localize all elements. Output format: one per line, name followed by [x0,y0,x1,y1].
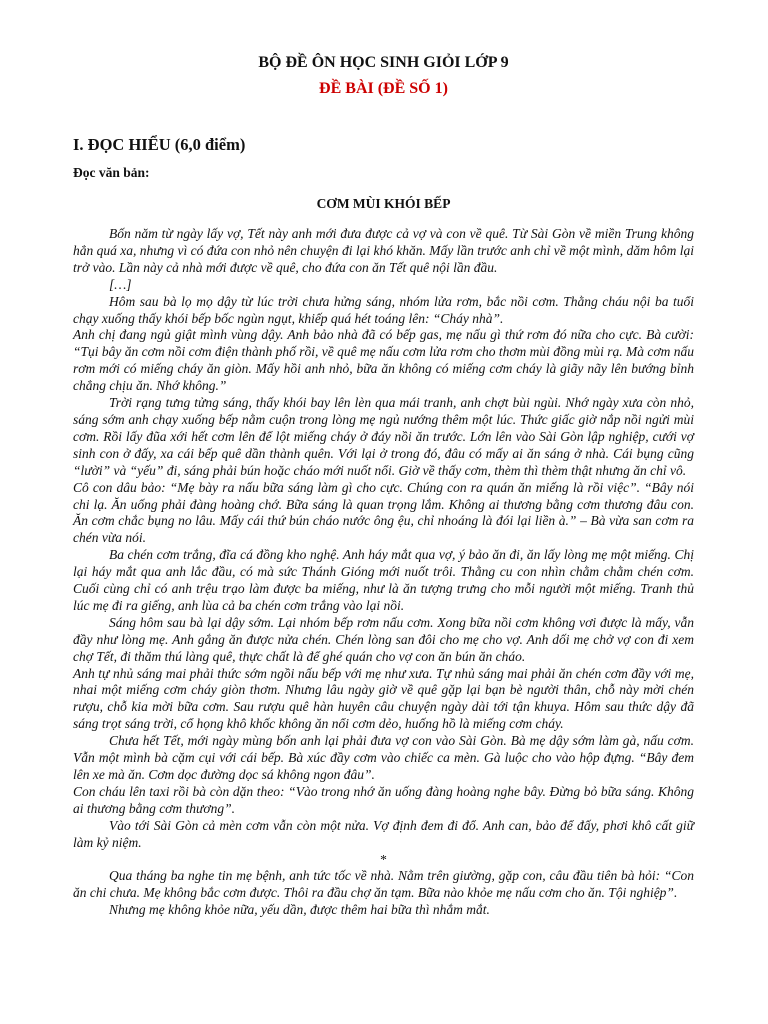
document-subtitle: ĐỀ BÀI (ĐỀ SỐ 1) [319,80,448,97]
read-label: Đọc văn bản: [73,165,150,180]
story-paragraph: Trời rạng tưng tửng sáng, thấy khói bay lên lèn qua mái tranh, anh chợt bùi ngùi. Nhớ ngày xưa còn nhỏ, sáng sớm anh chạy xuống bếp nằm cuộn trong lòng mẹ ngủ nướng thêm một lúc. Thức giấc giờ nắp nồi ngửi mùi cơm. Rồi lấy đũa xới hết cơm lên để lột miếng cháy ở đáy nồi ăn trước. Lớn lên vào Sài Gòn lập nghiệp, cưới vợ sinh con ở đấy, xa cái bếp quê dần thành quên. Với lại ở trong đó, đâu có mấy ai ăn sáng ở nhà. Cái bụng cũng “lười” và “yếu” đi, sáng phải bún hoặc cháo mới nuốt nổi. Giờ về thấy cơm, thèm thì thèm thật nhưng ăn chỉ vô. [73,395,694,478]
story-body [73,226,694,919]
story-paragraph: Hôm sau bà lọ mọ dậy từ lúc trời chưa hửng sáng, nhóm lửa rơm, bắc nồi cơm. Thằng cháu nội ba tuổi chạy xuống thấy khói bếp bốc ngùn ngụt, khiếp quá hét toáng lên: “Cháy nhà”. [73,293,694,326]
section-separator: * [380,851,387,867]
story-paragraph: Vào tới Sài Gòn cả mèn cơm vẫn còn một nửa. Vợ định đem đi đổ. Anh can, bảo để đấy, phơi khô cất giữ làm kỷ niệm. [73,817,694,850]
story-paragraph: […] [109,276,132,292]
document-title: BỘ ĐỀ ÔN HỌC SINH GIỎI LỚP 9 [258,54,509,71]
story-paragraph: Anh chị đang ngủ giật mình vùng dậy. Anh bảo nhà đã có bếp gas, mẹ nấu gì thứ rơm đó nữa cho cực. Bà cười: “Tụi bây ăn cơm nồi cơm điện thành phố rồi, về quê mẹ nấu cơm lửa rơm cho thơm mùi đồng mùi rạ. Mà cơm nấu rơm mới có miếng cháy ăn giòn. Mấy hồi anh nhỏ, bữa ăn không có miếng cơm cháy là giãy nãy lên bướng bỉnh chẳng chịu ăn. Nhớ không.” [73,327,694,394]
story-paragraph: Qua tháng ba nghe tin mẹ bệnh, anh tức tốc về nhà. Nằm trên giường, gặp con, câu đầu tiên bà hỏi: “Con ăn chi chưa. Mẹ không bắc cơm được. Thôi ra đầu chợ ăn tạm. Bữa nào khỏe mẹ nấu cơm cho ăn. Tội nghiệp”. [73,868,694,901]
section-heading: I. ĐỌC HIỂU (6,0 điểm) [73,135,246,154]
story-paragraph: Cô con dâu bảo: “Mẹ bày ra nấu bữa sáng làm gì cho cực. Chúng con ra quán ăn miếng là rồi việc”. “Bây nói chi lạ. Ăn uống phải đàng hoàng chớ. Bữa sáng là quan trọng lắm. Không ai thương bằng cơm thương đâu con. Ăn cơm chắc bụng no lâu. Mấy cái thứ bún cháo nước ông ệu, chỉ nhoáng là đói lại liền à.” – Bà vừa san cơm ra chén vừa nói. [73,479,694,546]
story-paragraph: Sáng hôm sau bà lại dậy sớm. Lại nhóm bếp rơm nấu cơm. Xong bữa nồi cơm không vơi được là mấy, vẫn đầy như lòng mẹ. Anh gắng ăn được nửa chén. Chén lòng san đôi cho mẹ cho vợ. Anh dối mẹ chở vợ con đi xem chợ Tết, đi thăm thú làng quê, thực chất là để ghé quán cho vợ con ăn bún ăn cháo. [73,614,694,664]
story-paragraph: Chưa hết Tết, mới ngày mùng bốn anh lại phải đưa vợ con vào Sài Gòn. Bà mẹ dậy sớm làm gà, nấu cơm. Vẫn một mình bà cặm cụi với cái bếp. Bà xúc đầy cơm vào chiếc ca mèn. Gà luộc cho vào hộp đựng. “Bây đem lên xe mà ăn. Cơm dọc đường dọc sá không ngon đâu”. [73,733,694,782]
story-title: CƠM MÙI KHÓI BẾP [316,196,451,211]
story-paragraph: Anh tự nhủ sáng mai phải thức sớm ngồi nấu bếp với mẹ như xưa. Tự nhủ sáng mai phải ăn chén cơm đầy với mẹ, nhai một miếng cơm cháy giòn thơm. Nhưng lâu ngày giờ về quê gặp lại bạn bè người thân, chỗ này mời chén rượu, chỗ kia mời bữa cơm. Sau rượu quê hàn huyên câu chuyện ngày dài tới tận khuya. Hôm sau thức dậy đã sáng trọt sáng trời, cổ họng khô khốc không ăn nổi cơm dẻo, huống hồ là miếng cơm cháy. [73,665,694,732]
story-paragraph: Con cháu lên taxi rồi bà còn dặn theo: “Vào trong nhớ ăn uống đàng hoàng nghe bây. Đừng bỏ bữa sáng. Không ai thương bằng cơm thương”. [73,783,694,816]
story-paragraph: Nhưng mẹ không khỏe nữa, yếu dần, được thêm hai bữa thì nhắm mắt. [109,902,490,918]
story-paragraph: Ba chén cơm trắng, đĩa cá đồng kho nghệ. Anh háy mắt qua vợ, ý bảo ăn đi, ăn lấy lòng mẹ một miếng. Chị lại háy mắt qua anh lắc đầu, có mà sức Thánh Gióng mới nuốt trôi. Thằng cu con nhìn chằm chằm chén cơm. Cuối cùng chỉ có anh trệu trạo làm được ba miếng, như là ăn tượng trưng cho mỗi người một miếng. Tranh thủ lúc mẹ đi ra giếng, anh lùa cả ba chén cơm trắng vào lại nồi. [73,547,694,613]
story-paragraph: Bốn năm từ ngày lấy vợ, Tết này anh mới đưa được cả vợ và con về quê. Từ Sài Gòn về miền Trung không hẳn quá xa, nhưng vì có đứa con nhỏ nên chuyện đi lại khó khăn. Mấy lần trước anh chỉ về một mình, dăm hôm lại trở vào. Lần này cả nhà mới được về quê, cho đứa con ăn Tết quê nội lần đầu. [73,226,694,275]
